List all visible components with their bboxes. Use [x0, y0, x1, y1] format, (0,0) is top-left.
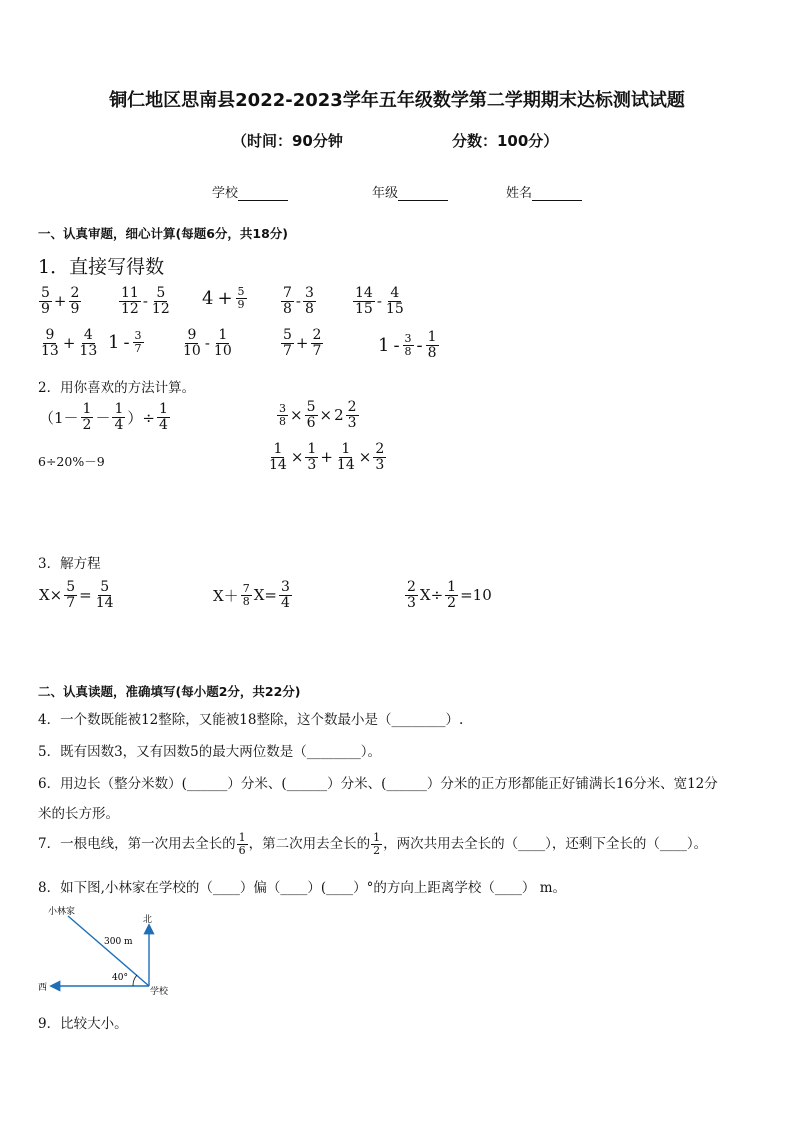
expr-b2: 1 - $\frac{3}{7}$ [108, 329, 142, 355]
name-blank[interactable] [532, 186, 582, 201]
distance-label: 300 m [104, 937, 133, 947]
question-7: 7．一根电线，第一次用去全长的 $\frac{1}{6}$ ，第二次用去全长的 $\frac{1}{2}$ ，两次共用去全长的（____），还剩下全长的（____）。 [38, 831, 708, 857]
grade-field[interactable] [372, 182, 448, 201]
question-2: 2．用你喜欢的方法计算。 [38, 380, 196, 396]
expr-b4: $\frac{5}{7}$ + $\frac{2}{7}$ [283, 327, 322, 359]
west-label: 西 [38, 983, 48, 993]
direction-diagram [30, 900, 190, 1000]
school-label: 学校 [150, 987, 169, 997]
expr-c4: $\frac{1}{14}$ × $\frac{1}{3}$ + $\frac{1}{14}$ × $\frac{2}{3}$ [269, 441, 385, 473]
exam-time: （时间：90分钟 [232, 132, 343, 150]
grade-label: 年级 [372, 186, 399, 201]
school-label: 学校 [212, 186, 239, 201]
expr-c3: 6÷20%－9 [38, 454, 105, 469]
angle-arc [133, 975, 137, 986]
expr-a4: $\frac{7}{8}$ - $\frac{3}{8}$ [283, 285, 314, 317]
question-8: 8．如下图,小林家在学校的（____）偏（____）(____）°的方向上距离学校（____） m。 [38, 880, 566, 896]
expr-a1: $\frac{5}{9}$ + $\frac{2}{9}$ [41, 285, 80, 317]
expr-a5: $\frac{14}{15}$ - $\frac{4}{15}$ [355, 285, 404, 317]
question-4: 4．一个数既能被12整除，又能被18整除，这个数最小是（________）. [38, 712, 464, 728]
expr-a2: $\frac{11}{12}$ - $\frac{5}{12}$ [121, 285, 170, 317]
exam-score: 分数：100分） [452, 132, 559, 150]
section1-heading: 一、认真审题，细心计算(每题6分，共18分) [38, 226, 289, 241]
expr-c2: $\frac{3}{8}$ × $\frac{5}{6}$ × 2 $\frac{2}{3}$ [279, 399, 357, 431]
section2-heading: 二、认真读题，准确填写(每小题2分，共22分) [38, 684, 301, 699]
equation-2: X＋ $\frac{7}{8}$ X= $\frac{3}{4}$ [213, 579, 290, 611]
name-label: 姓名 [506, 186, 533, 201]
expr-b3: $\frac{9}{10}$ - $\frac{1}{10}$ [183, 327, 232, 359]
name-field[interactable] [506, 182, 582, 201]
question-9: 9．比较大小。 [38, 1016, 128, 1032]
expr-b5: 1 - $\frac{3}{8}$ - $\frac{1}{8}$ [378, 329, 437, 361]
expr-c1: （1－ $\frac{1}{2}$ － $\frac{1}{4}$ ）÷ $\frac{1}{4}$ [39, 401, 168, 433]
grade-blank[interactable] [398, 186, 448, 201]
question-5: 5．既有因数3，又有因数5的最大两位数是（________）。 [38, 744, 382, 760]
question-6-line2: 米的长方形。 [38, 806, 119, 822]
north-label: 北 [143, 915, 153, 925]
equation-3: $\frac{2}{3}$ X÷ $\frac{1}{2}$ =10 [407, 579, 492, 611]
page-title: 铜仁地区思南县2022-2023学年五年级数学第二学期期末达标测试试题 [109, 90, 685, 111]
home-label: 小林家 [48, 907, 76, 917]
question-1: 1．直接写得数 [38, 256, 165, 278]
question-3: 3．解方程 [38, 556, 101, 572]
angle-label: 40° [112, 973, 128, 983]
school-field[interactable] [212, 182, 288, 201]
school-blank[interactable] [238, 186, 288, 201]
expr-a3: 4 + $\frac{5}{9}$ [202, 285, 245, 311]
equation-1: X× $\frac{5}{7}$ = $\frac{5}{14}$ [39, 579, 114, 611]
expr-b1: $\frac{9}{13}$ + $\frac{4}{13}$ [41, 327, 98, 359]
question-6-line1: 6．用边长（整分米数）(______）分米、(______）分米、(______）分米的正方形都能正好铺满长16分米、宽12分 [38, 776, 718, 792]
